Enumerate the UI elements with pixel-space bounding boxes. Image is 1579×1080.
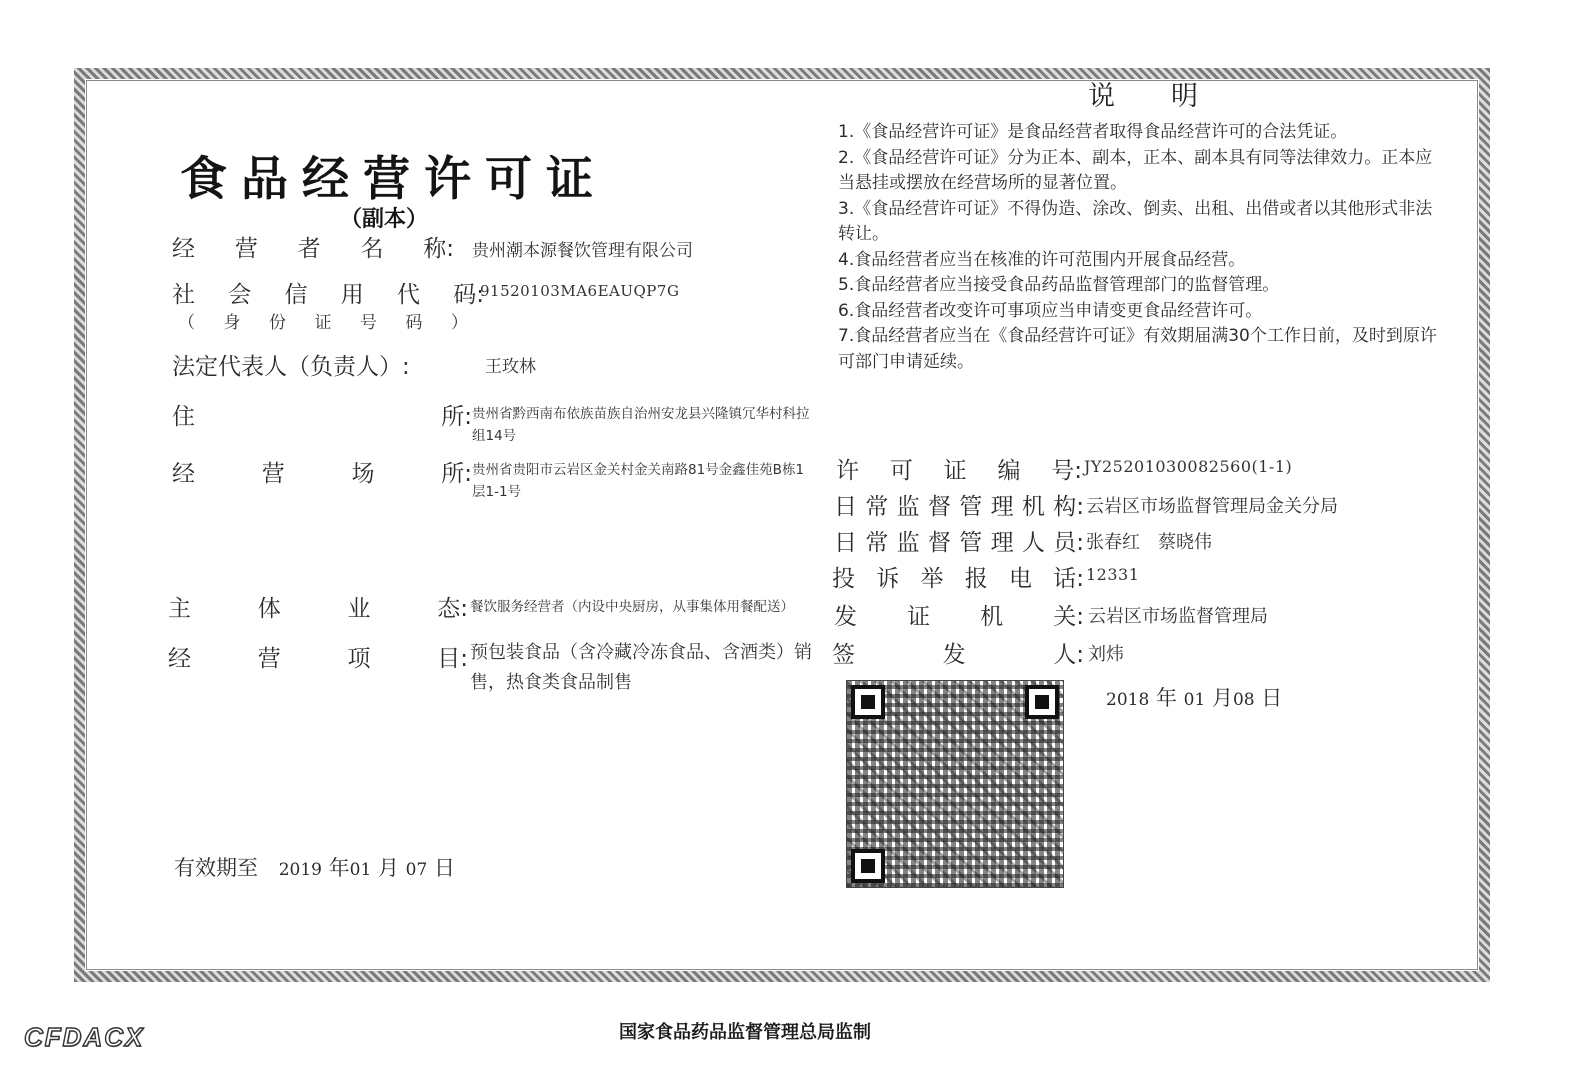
watermark: CFDACX bbox=[24, 1022, 145, 1052]
field-supervisor-staff-label: 日 常 监 督 管 理 人 员: bbox=[834, 530, 1084, 556]
field-complaint-phone-value: 12331 bbox=[1086, 565, 1140, 584]
field-operator-name-label: 经 营 者 名 称: bbox=[172, 236, 454, 262]
field-license-no-label: 许 可 证 编 号: bbox=[836, 458, 1082, 484]
field-complaint-phone-label: 投 诉 举 报 电 话: bbox=[832, 566, 1084, 592]
field-legal-rep-label: 法定代表人（负责人）: bbox=[172, 354, 410, 380]
issue-day: 08 bbox=[1232, 690, 1255, 710]
note-item: 4.食品经营者应当在核准的许可范围内开展食品经营。 bbox=[838, 249, 1246, 270]
validity-month: 01 bbox=[349, 860, 372, 880]
validity-label: 有效期至 bbox=[174, 856, 258, 880]
validity-year: 2019 bbox=[278, 860, 322, 880]
field-supervisor-staff-value: 张春红 蔡晓伟 bbox=[1086, 532, 1212, 553]
field-issuing-authority-label: 发 证 机 关: bbox=[834, 604, 1084, 630]
field-supervisor-org-label: 日 常 监 督 管 理 机 构: bbox=[834, 494, 1084, 520]
note-item: 1.《食品经营许可证》是食品经营者取得食品经营许可的合法凭证。 bbox=[838, 122, 1348, 142]
validity-date: 有效期至 2019 年01 月 07 日 bbox=[174, 856, 455, 880]
footer-supervisor: 国家食品药品监督管理总局监制 bbox=[619, 1022, 871, 1043]
note-item: 3.《食品经营许可证》不得伪造、涂改、倒卖、出租、出借或者以其他形式非法转让。 bbox=[838, 198, 1433, 244]
qr-finder bbox=[851, 849, 885, 883]
issue-month: 01 bbox=[1183, 690, 1206, 710]
field-issuer-value: 刘炜 bbox=[1088, 644, 1124, 665]
field-business-items-label: 经 营 项 目: bbox=[168, 646, 468, 672]
note-item: 5.食品经营者应当接受食品药品监督管理部门的监督管理。 bbox=[838, 275, 1280, 295]
field-credit-code-value: 91520103MA6EAUQP7G bbox=[480, 282, 680, 300]
field-issuing-authority-value: 云岩区市场监督管理局 bbox=[1088, 606, 1268, 627]
validity-day: 07 bbox=[405, 860, 428, 880]
field-premises-value: 贵州省贵阳市云岩区金关村金关南路81号金鑫佳苑B栋1层1-1号 bbox=[472, 462, 805, 500]
field-legal-rep-value: 王玫林 bbox=[485, 357, 536, 377]
notes-title: 说明 bbox=[1088, 81, 1254, 112]
field-business-items-value: 预包装食品（含冷藏冷冻食品、含酒类）销售，热食类食品制售 bbox=[470, 642, 812, 693]
field-id-number-label: （ 身 份 证 号 码 ） bbox=[178, 313, 468, 333]
field-business-type-value: 餐饮服务经营者（内设中央厨房，从事集体用餐配送） bbox=[470, 599, 794, 615]
certificate-title: 食品经营许可证 bbox=[180, 152, 607, 207]
qr-code bbox=[846, 680, 1064, 888]
field-credit-code-label: 社 会 信 用 代 码: bbox=[172, 282, 484, 308]
field-issuer-label: 签 发 人: bbox=[832, 642, 1084, 668]
issue-date: 2018 年 01 月08 日 bbox=[1106, 686, 1283, 710]
field-business-type-label: 主 体 业 态: bbox=[168, 596, 468, 622]
certificate-subtitle: （副本） bbox=[340, 206, 429, 232]
field-operator-name-value: 贵州潮本源餐饮管理有限公司 bbox=[472, 241, 693, 261]
field-address-label: 住 所: bbox=[172, 404, 472, 430]
note-item: 6.食品经营者改变许可事项应当申请变更食品经营许可。 bbox=[838, 300, 1263, 321]
field-address-value: 贵州省黔西南布依族苗族自治州安龙县兴隆镇冗华村科拉组14号 bbox=[472, 406, 810, 444]
field-supervisor-org-value: 云岩区市场监督管理局金关分局 bbox=[1086, 496, 1338, 517]
qr-finder bbox=[1025, 685, 1059, 719]
field-premises-label: 经 营 场 所: bbox=[172, 461, 472, 487]
note-item: 7.食品经营者应当在《食品经营许可证》有效期届满30个工作日前，及时到原许可部门申请延续。 bbox=[838, 326, 1437, 372]
field-license-no-value: JY25201030082560(1-1) bbox=[1084, 457, 1293, 476]
issue-year: 2018 bbox=[1106, 690, 1150, 710]
notes-list bbox=[838, 120, 1438, 375]
note-item: 2.《食品经营许可证》分为正本、副本，正本、副本具有同等法律效力。正本应当悬挂或摆放在经营场所的显著位置。 bbox=[838, 147, 1433, 193]
qr-finder bbox=[851, 685, 885, 719]
